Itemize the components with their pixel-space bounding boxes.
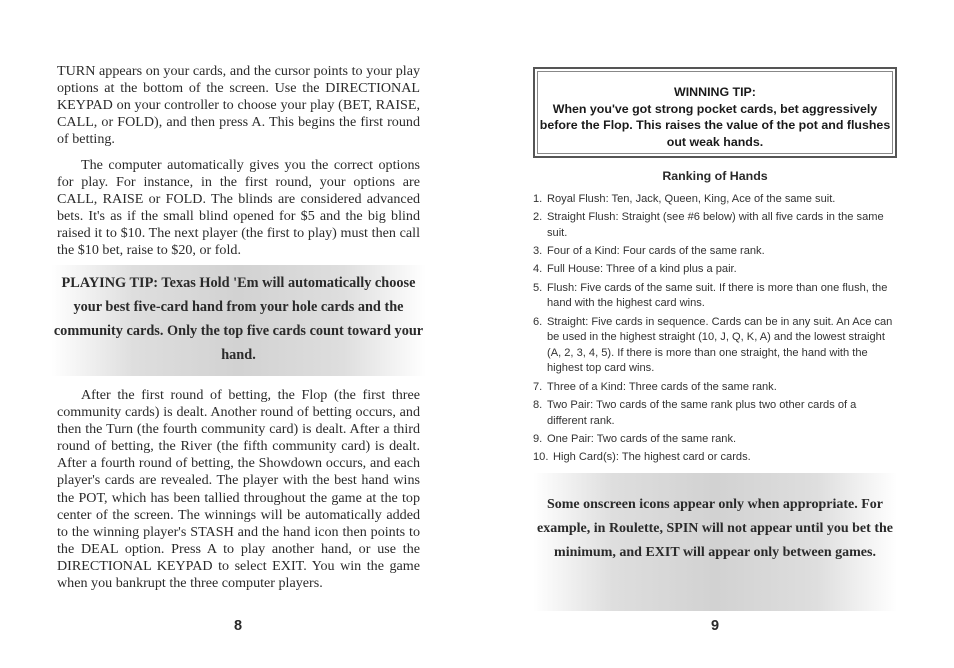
ranking-text: Four of a Kind: Four cards of the same rank. <box>547 245 765 258</box>
page-number-right: 9 <box>710 618 720 634</box>
ranking-text: Straight Flush: Straight (see #6 below) with all five cards in the same suit. <box>547 211 884 239</box>
ranking-text: One Pair: Two cards of the same rank. <box>547 432 737 445</box>
ranking-number: 7. <box>533 380 543 393</box>
playing-tip-text: PLAYING TIP: Texas Hold 'Em will automatically choose your best five-card hand from your hole cards and the community cards. Only the top five cards count toward your hand. <box>53 275 424 363</box>
playing-tip-box <box>51 265 426 376</box>
winning-tip-box <box>533 67 897 158</box>
ranking-item <box>533 281 897 312</box>
ranking-item <box>533 210 897 241</box>
ranking-item <box>533 262 897 278</box>
ranking-text: Full House: Three of a kind plus a pair. <box>547 263 737 276</box>
betting-rounds-paragraph: After the first round of betting, the Flop (the first three community cards) is dealt. Another round of betting occurs, and then the Turn (the fourth community card) is dealt. After a third round of betting, the River (the fifth community card) is dealt. After a fourth round of betting, the Showdown occurs, and each player's cards are revealed. The player with the best hand wins the POT, which has been tallied throughout the game at the top center of the screen. The winnings will be automatically added to the winning player's STASH and the hand icon then points to the DEAL option. Press A to play another hand, or use the DIRECTIONAL KEYPAD to select EXIT. You win the game when you bankrupt the three computer players. <box>57 387 420 592</box>
ranking-number: 10. <box>533 451 549 464</box>
ranking-number: 8. <box>533 398 543 411</box>
options-paragraph: The computer automatically gives you the correct options for play. For instance, in the first round, your options are CALL, RAISE or FOLD. The blinds are considered advanced bets. It's as if the small blind opened for $5 and the big blind raised it to $10. The next player (the first to play) must then call the $10 bet, raise to $20, or fold. <box>57 157 420 259</box>
ranking-number: 2. <box>533 211 543 224</box>
winning-tip-inner <box>537 71 893 154</box>
winning-tip-heading: WINNING TIP: <box>674 85 756 99</box>
ranking-number: 9. <box>533 432 543 445</box>
ranking-text: Three of a Kind: Three cards of the same rank. <box>547 380 777 393</box>
ranking-number: 1. <box>533 193 543 205</box>
ranking-item <box>533 244 897 260</box>
ranking-list <box>533 192 897 468</box>
intro-paragraph: TURN appears on your cards, and the cursor points to your play options at the bottom of the screen. Use the DIRECTIONAL KEYPAD on your controller to choose your play (BET, RAISE, CALL, or FOLD), and then press A. This begins the first round of betting. <box>57 63 420 148</box>
ranking-text: Two Pair: Two cards of the same rank plus two other cards of a different rank. <box>547 398 857 427</box>
ranking-item <box>533 192 897 208</box>
onscreen-icons-tip-box <box>533 473 897 611</box>
ranking-item <box>533 315 897 377</box>
ranking-item <box>533 380 897 396</box>
ranking-item <box>533 398 897 429</box>
ranking-text: Flush: Five cards of the same suit. If there is more than one flush, the hand with the highest card wins. <box>547 281 888 310</box>
ranking-number: 3. <box>533 245 543 258</box>
ranking-number: 6. <box>533 315 543 328</box>
ranking-number: 4. <box>533 263 543 276</box>
ranking-text: Straight: Five cards in sequence. Cards can be in any suit. An Ace can be used in the highest straight (10, J, Q, K, A) and the lowest straight (A, 2, 3, 4, 5). If there is more than one straight, the hand with the highest top card wins. <box>547 315 893 375</box>
ranking-number: 5. <box>533 281 543 294</box>
ranking-text: High Card(s): The highest card or cards. <box>553 451 751 464</box>
ranking-item <box>533 450 897 466</box>
ranking-text: Royal Flush: Ten, Jack, Queen, King, Ace of the same suit. <box>547 193 836 205</box>
onscreen-icons-tip-text: Some onscreen icons appear only when appropriate. For example, in Roulette, SPIN will not appear until you bet the minimum, and EXIT will appear only between games. <box>537 497 893 560</box>
ranking-title: Ranking of Hands <box>662 169 768 183</box>
winning-tip-body: When you've got strong pocket cards, bet aggressively before the Flop. This raises the value of the pot and flushes out weak hands. <box>539 101 891 149</box>
ranking-item <box>533 432 897 448</box>
page-number-left: 8 <box>233 618 243 634</box>
